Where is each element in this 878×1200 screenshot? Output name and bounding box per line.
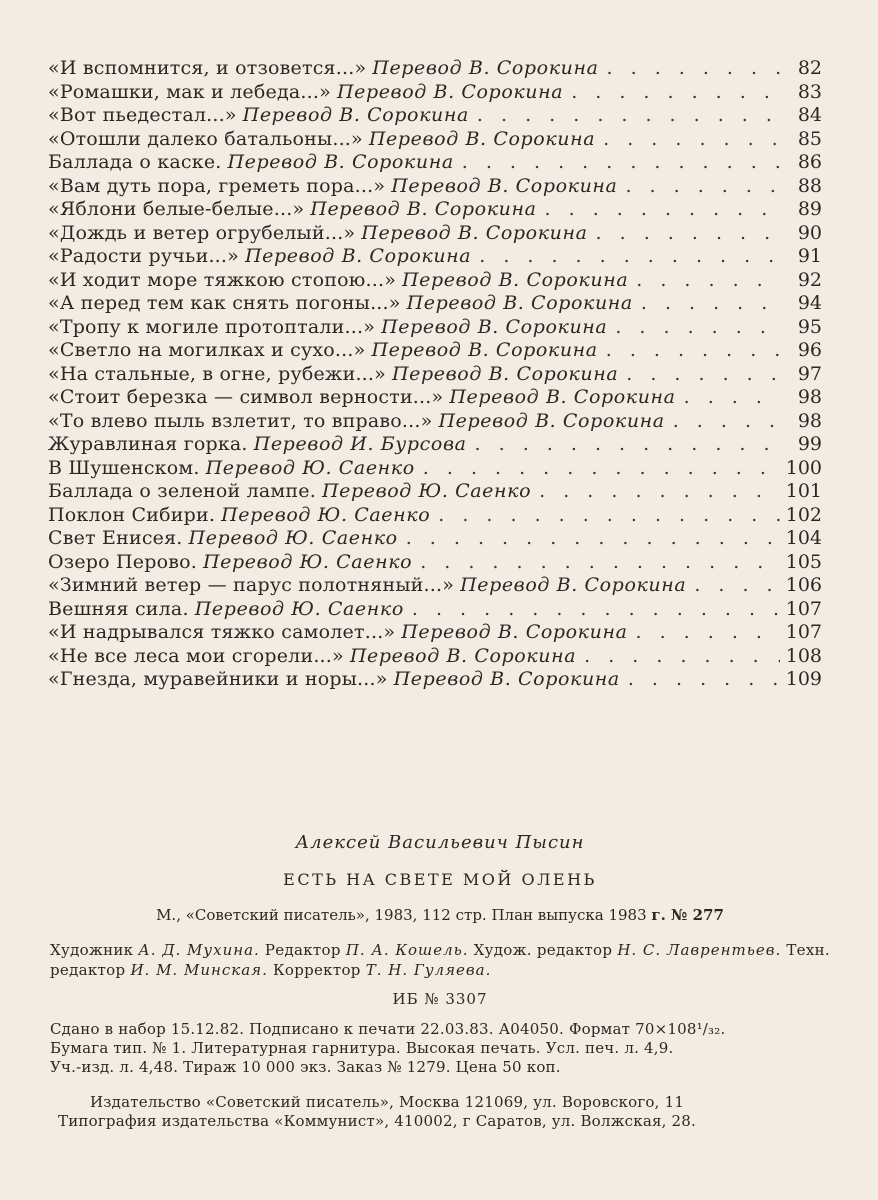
toc-row bbox=[48, 128, 822, 152]
toc-page-number: 105 bbox=[785, 550, 822, 573]
toc-leader-dots bbox=[539, 480, 780, 504]
toc-leader-dots bbox=[607, 57, 780, 81]
toc-title: «Вам дуть пора, греметь пора...» bbox=[48, 174, 386, 197]
toc-title: Свет Енисея. bbox=[48, 527, 183, 549]
toc-title: «Яблони белые-белые...» bbox=[48, 198, 305, 220]
toc-leader-dots bbox=[673, 410, 780, 434]
toc-title: «Радости ручьи...» bbox=[48, 245, 239, 267]
toc-translator: Перевод Ю. Саенко bbox=[194, 597, 404, 620]
toc-title: «А перед тем как снять погоны...» bbox=[48, 292, 401, 314]
toc-page-number: 108 bbox=[785, 644, 822, 667]
toc-page-number: 98 bbox=[797, 409, 822, 432]
toc-translator: Перевод В. Сорокина bbox=[392, 362, 619, 385]
tech-editor-name: И. М. Минская. bbox=[130, 961, 268, 979]
toc-title: «Светло на могилках и сухо...» bbox=[48, 339, 366, 361]
toc-leader-dots bbox=[462, 151, 780, 175]
toc-translator: Перевод В. Сорокина bbox=[371, 339, 598, 361]
toc-leader-dots bbox=[626, 363, 780, 387]
publisher-info bbox=[50, 1093, 830, 1131]
toc-translator: Перевод В. Сорокина bbox=[242, 104, 469, 126]
toc-translator: Перевод В. Сорокина bbox=[393, 668, 620, 690]
toc-row bbox=[48, 433, 822, 457]
toc-page-number: 98 bbox=[797, 386, 822, 408]
toc-translator: Перевод И. Бурсова bbox=[253, 433, 467, 455]
toc-page-number: 90 bbox=[797, 221, 822, 244]
toc-row bbox=[48, 480, 822, 504]
toc-leader-dots bbox=[636, 269, 780, 293]
toc-translator: Перевод В. Сорокина bbox=[381, 315, 608, 338]
technical-line: Уч.-изд. л. 4,48. Тираж 10 000 экз. Заказ № 1279. Цена 50 коп. bbox=[50, 1058, 561, 1076]
toc-row bbox=[48, 175, 822, 199]
toc-translator: Перевод В. Сорокина bbox=[349, 644, 577, 667]
toc-page-number: 109 bbox=[785, 668, 822, 690]
ib-number: ИБ № 3307 bbox=[392, 990, 488, 1008]
toc-page-number: 106 bbox=[785, 574, 822, 596]
toc-leader-dots bbox=[615, 316, 780, 340]
toc-row bbox=[48, 645, 822, 669]
toc-leader-dots bbox=[641, 292, 780, 316]
toc-translator: Перевод В. Сорокина bbox=[460, 574, 687, 596]
toc-title: «Стоит березка — символ верности...» bbox=[48, 386, 444, 408]
toc-page-number: 88 bbox=[797, 174, 822, 197]
toc-row bbox=[48, 668, 822, 692]
toc-title: «Зимний ветер — парус полотняный...» bbox=[48, 574, 455, 596]
toc-title: Озеро Перово. bbox=[48, 550, 198, 573]
toc-translator: Перевод Ю. Саенко bbox=[188, 527, 398, 549]
toc-title: «На стальные, в огне, рубежи...» bbox=[48, 362, 386, 385]
table-of-contents bbox=[48, 57, 822, 692]
toc-leader-dots bbox=[636, 621, 780, 645]
toc-translator: Перевод Ю. Саенко bbox=[203, 550, 413, 573]
toc-page-number: 92 bbox=[797, 268, 822, 291]
art-editor-label: Худож. редактор bbox=[473, 941, 613, 959]
toc-row bbox=[48, 551, 822, 575]
toc-leader-dots bbox=[584, 645, 780, 669]
toc-row bbox=[48, 621, 822, 645]
toc-leader-dots bbox=[406, 527, 780, 551]
publisher-line: Издательство «Советский писатель», Москва 121069, ул. Воровского, 11 bbox=[90, 1093, 685, 1111]
toc-translator: Перевод В. Сорокина bbox=[368, 127, 596, 150]
imprint bbox=[50, 828, 830, 1131]
toc-row bbox=[48, 151, 822, 175]
toc-leader-dots bbox=[694, 574, 779, 598]
toc-leader-dots bbox=[628, 668, 780, 692]
toc-translator: Перевод В. Сорокина bbox=[406, 292, 633, 314]
corrector-label: Корректор bbox=[272, 961, 361, 979]
toc-row bbox=[48, 81, 822, 105]
artist-label: Художник bbox=[50, 941, 134, 959]
toc-leader-dots bbox=[603, 128, 780, 152]
toc-leader-dots bbox=[625, 175, 780, 199]
toc-page-number: 107 bbox=[785, 621, 822, 643]
toc-translator: Перевод В. Сорокина bbox=[361, 221, 588, 244]
printer-line: Типография издательства «Коммунист», 410002, г Саратов, ул. Волжская, 28. bbox=[58, 1112, 697, 1130]
toc-title: Вешняя сила. bbox=[48, 597, 189, 620]
toc-translator: Перевод В. Сорокина bbox=[401, 621, 628, 643]
toc-title: Баллада о зеленой лампе. bbox=[48, 480, 316, 502]
toc-row bbox=[48, 363, 822, 387]
toc-page-number: 91 bbox=[797, 245, 822, 267]
toc-title: «И ходит море тяжкою стопою...» bbox=[48, 268, 397, 291]
toc-page-number: 94 bbox=[797, 292, 822, 314]
author-name: Алексей Васильевич Пысин bbox=[295, 832, 585, 853]
toc-row bbox=[48, 292, 822, 316]
toc-leader-dots bbox=[545, 198, 780, 222]
toc-title: Журавлиная горка. bbox=[48, 433, 248, 455]
toc-page-number: 85 bbox=[797, 127, 822, 150]
technical-line: Бумага тип. № 1. Литературная гарнитура. Высокая печать. Усл. печ. л. 4,9. bbox=[50, 1039, 674, 1057]
toc-title: «Тропу к могиле протоптали...» bbox=[48, 315, 376, 338]
toc-row bbox=[48, 386, 822, 410]
toc-page-number: 99 bbox=[797, 433, 822, 455]
toc-translator: Перевод Ю. Саенко bbox=[221, 503, 431, 526]
toc-leader-dots bbox=[479, 245, 780, 269]
toc-row bbox=[48, 410, 822, 434]
toc-translator: Перевод Ю. Саенко bbox=[321, 480, 532, 502]
toc-page-number: 95 bbox=[797, 315, 822, 338]
toc-row bbox=[48, 504, 822, 528]
toc-translator: Перевод В. Сорокина bbox=[336, 80, 564, 103]
toc-page-number: 96 bbox=[797, 339, 822, 361]
toc-title: «И вспомнится, и отзовется...» bbox=[48, 57, 367, 79]
toc-title: «И надрывался тяжко самолет...» bbox=[48, 621, 396, 643]
toc-row bbox=[48, 457, 822, 481]
book-title: ЕСТЬ НА СВЕТЕ МОЙ ОЛЕНЬ bbox=[283, 870, 597, 889]
toc-title: Поклон Сибири. bbox=[48, 503, 216, 526]
toc-translator: Перевод В. Сорокина bbox=[391, 174, 618, 197]
toc-title: «Ромашки, мак и лебеда...» bbox=[48, 80, 331, 103]
toc-translator: Перевод В. Сорокина bbox=[244, 245, 472, 267]
toc-leader-dots bbox=[684, 386, 780, 410]
toc-leader-dots bbox=[477, 104, 780, 128]
toc-leader-dots bbox=[606, 339, 780, 363]
publication-info bbox=[50, 904, 830, 926]
toc-page-number: 84 bbox=[797, 104, 822, 126]
toc-title: «Дождь и ветер огрубелый...» bbox=[48, 221, 356, 244]
toc-title: В Шушенском. bbox=[48, 456, 200, 479]
tech-editor-label: Техн. редактор bbox=[50, 941, 830, 979]
toc-page-number: 100 bbox=[785, 456, 822, 479]
toc-translator: Перевод В. Сорокина bbox=[372, 57, 599, 79]
toc-row bbox=[48, 339, 822, 363]
toc-translator: Перевод В. Сорокина bbox=[227, 151, 454, 173]
artist-name: А. Д. Мухина. bbox=[138, 941, 260, 959]
toc-row bbox=[48, 245, 822, 269]
publication-plan-number: г. № 277 bbox=[651, 906, 724, 924]
toc-title: «Не все леса мои сгорели...» bbox=[48, 644, 344, 667]
toc-page-number: 101 bbox=[785, 480, 822, 502]
toc-page-number: 83 bbox=[797, 80, 822, 103]
toc-row bbox=[48, 269, 822, 293]
toc-page-number: 104 bbox=[785, 527, 822, 549]
toc-row bbox=[48, 104, 822, 128]
toc-row bbox=[48, 198, 822, 222]
toc-leader-dots bbox=[475, 433, 780, 457]
toc-translator: Перевод В. Сорокина bbox=[449, 386, 676, 408]
toc-row bbox=[48, 598, 822, 622]
toc-leader-dots bbox=[571, 81, 780, 105]
corrector-name: Т. Н. Гуляева. bbox=[365, 961, 492, 979]
toc-title: «То влево пыль взлетит, то вправо...» bbox=[48, 409, 433, 432]
toc-leader-dots bbox=[412, 598, 780, 622]
toc-leader-dots bbox=[423, 457, 780, 481]
editor-label: Редактор bbox=[264, 941, 341, 959]
toc-leader-dots bbox=[420, 551, 780, 575]
toc-page-number: 82 bbox=[797, 57, 822, 79]
technical-details bbox=[50, 1020, 830, 1077]
toc-row bbox=[48, 316, 822, 340]
toc-translator: Перевод В. Сорокина bbox=[438, 409, 665, 432]
editor-name: П. А. Кошель. bbox=[345, 941, 469, 959]
toc-translator: Перевод В. Сорокина bbox=[310, 198, 537, 220]
toc-page-number: 102 bbox=[785, 503, 822, 526]
toc-translator: Перевод Ю. Саенко bbox=[205, 456, 415, 479]
technical-line: Сдано в набор 15.12.82. Подписано к печати 22.03.83. А04050. Формат 70×108¹/₃₂. bbox=[50, 1020, 726, 1038]
toc-page-number: 86 bbox=[797, 151, 822, 173]
credits bbox=[50, 940, 830, 980]
toc-page-number: 97 bbox=[797, 362, 822, 385]
toc-leader-dots bbox=[596, 222, 780, 246]
toc-title: Баллада о каске. bbox=[48, 151, 222, 173]
art-editor-name: Н. С. Лаврентьев. bbox=[617, 941, 782, 959]
toc-page-number: 107 bbox=[785, 597, 822, 620]
toc-title: «Гнезда, муравейники и норы...» bbox=[48, 668, 388, 690]
publication-info-text: М., «Советский писатель», 1983, 112 стр. План выпуска 1983 bbox=[156, 906, 647, 924]
toc-page-number: 89 bbox=[797, 198, 822, 220]
toc-leader-dots bbox=[438, 504, 779, 528]
toc-row bbox=[48, 222, 822, 246]
toc-title: «Вот пьедестал...» bbox=[48, 104, 237, 126]
toc-row bbox=[48, 574, 822, 598]
toc-row bbox=[48, 57, 822, 81]
toc-title: «Отошли далеко батальоны...» bbox=[48, 127, 363, 150]
toc-row bbox=[48, 527, 822, 551]
toc-translator: Перевод В. Сорокина bbox=[402, 268, 629, 291]
